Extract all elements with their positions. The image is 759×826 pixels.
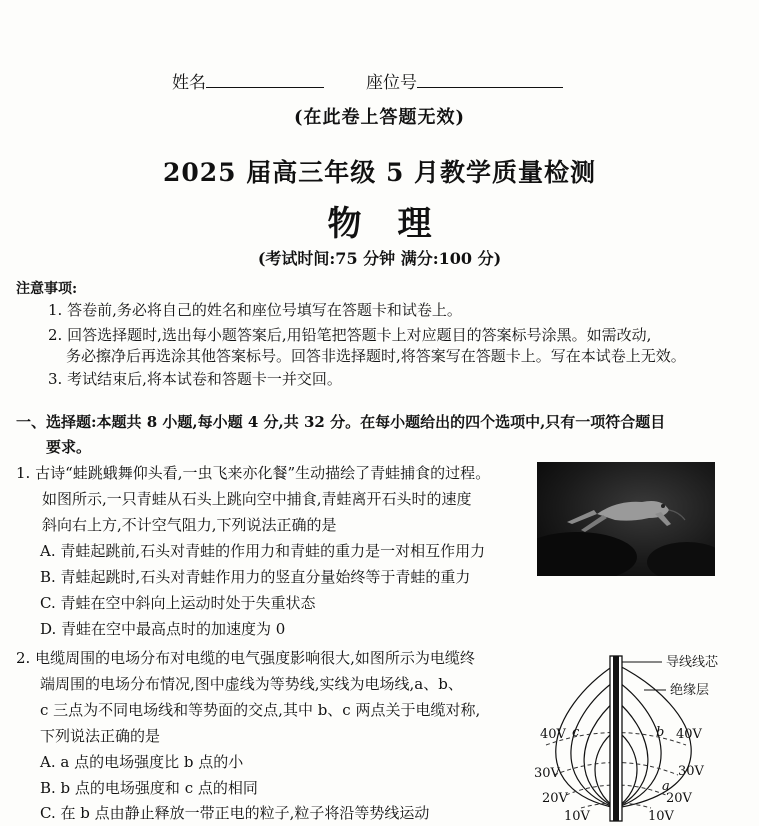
label-10v-right: 10V [648, 809, 674, 824]
section-heading: 一、选择题:本题共 8 小题,每小题 4 分,共 32 分。在每小题给出的四个选项中,只有一项符合题目 [16, 413, 666, 431]
subject-title: 物理 [327, 204, 468, 244]
notice-heading: 注意事项: [16, 281, 78, 297]
invalid-note: (在此卷上答题无效) [293, 107, 466, 128]
q2-stem: 下列说法正确的是 [40, 727, 161, 745]
q1-stem: 斜向右上方,不计空气阻力,下列说法正确的是 [42, 516, 337, 534]
notice-item: 2. 回答选择题时,选出每小题答案后,用铅笔把答题卡上对应题目的答案标号涂黑。如需改动, [48, 326, 652, 344]
q2-option-b: B. b 点的电场强度和 c 点的相同 [40, 779, 258, 797]
notice-item: 务必擦净后再选涂其他答案标号。回答非选择题时,将答案写在答题卡上。写在本试卷上无效。 [66, 347, 686, 365]
label-10v-left: 10V [564, 809, 590, 824]
exam-info: (考试时间:75 分钟 满分:100 分) [257, 249, 502, 268]
cable-core [613, 656, 619, 821]
seat-label: 座位号 [366, 73, 417, 93]
page-title: 2025 届高三年级 5 月教学质量检测 [162, 158, 597, 187]
label-30v-left: 30V [534, 766, 560, 781]
label-40v-left: 40V [540, 727, 566, 742]
point-c: c [572, 725, 580, 740]
label-20v-left: 20V [542, 791, 568, 806]
point-a: a [662, 779, 670, 794]
name-blank [206, 71, 324, 88]
label-core: 导线线芯 [666, 655, 719, 670]
label-40v-right: 40V [676, 727, 702, 742]
frog-silhouette [537, 462, 715, 576]
seat-field [366, 68, 563, 93]
q2-stem: c 三点为不同电场线和等势面的交点,其中 b、c 两点关于电缆对称, [40, 701, 481, 719]
q1-option-d: D. 青蛙在空中最高点时的加速度为 0 [40, 620, 286, 638]
label-20v-right: 20V [666, 791, 692, 806]
label-insulation: 绝缘层 [670, 683, 710, 698]
q2-stem: 端周围的电场分布情况,图中虚线为等势线,实线为电场线,a、b、 [40, 675, 463, 693]
notice-item: 3. 考试结束后,将本试卷和答题卡一并交回。 [48, 370, 342, 388]
q2-option-c: C. 在 b 点由静止释放一带正电的粒子,粒子将沿等势线运动 [40, 804, 430, 822]
seat-blank [417, 71, 563, 88]
point-b: b [656, 725, 665, 740]
name-field [172, 68, 324, 93]
frog-photo [537, 462, 715, 576]
name-label: 姓名 [172, 73, 206, 93]
label-30v-right: 30V [678, 764, 704, 779]
q1-stem: 1. 古诗“蛙跳蛾舞仰头看,一虫飞来亦化餐”生动描绘了青蛙捕食的过程。 [16, 464, 491, 482]
q2-option-a: A. a 点的电场强度比 b 点的小 [40, 753, 244, 771]
q1-option-b: B. 青蛙起跳时,石头对青蛙作用力的竖直分量始终等于青蛙的重力 [40, 568, 471, 586]
q2-stem: 2. 电缆周围的电场分布对电缆的电气强度影响很大,如图所示为电缆终 [16, 649, 475, 667]
q1-option-a: A. 青蛙起跳前,石头对青蛙的作用力和青蛙的重力是一对相互作用力 [40, 542, 486, 560]
notice-item: 1. 答卷前,务必将自己的姓名和座位号填写在答题卡和试卷上。 [48, 301, 462, 319]
cable-field-diagram [526, 650, 759, 825]
q1-option-c: C. 青蛙在空中斜向上运动时处于失重状态 [40, 594, 316, 612]
q1-stem: 如图所示,一只青蛙从石头上跳向空中捕食,青蛙离开石头时的速度 [42, 490, 472, 508]
section-heading-cont: 要求。 [46, 438, 92, 456]
